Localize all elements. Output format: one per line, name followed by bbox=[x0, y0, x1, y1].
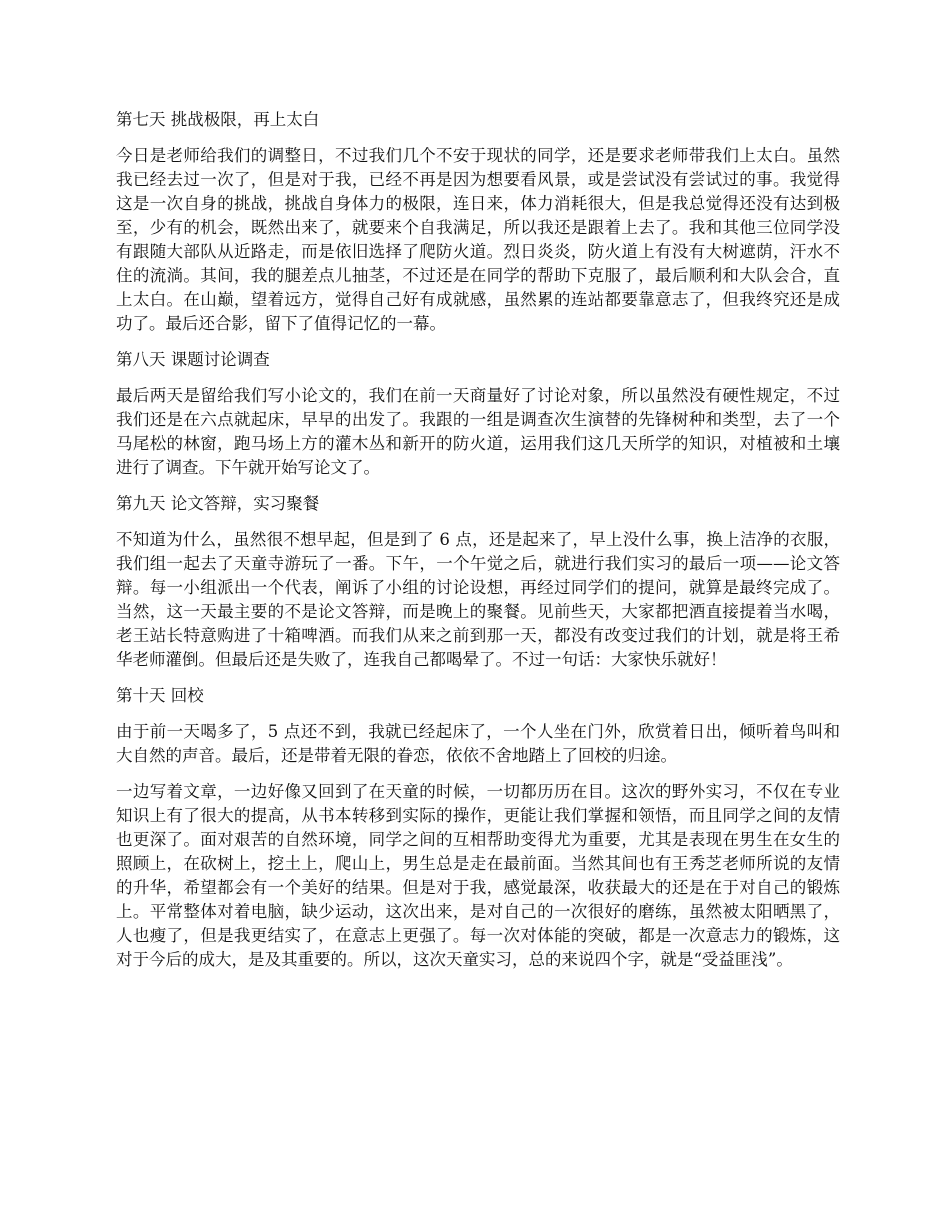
conclusion-paragraph: 一边写着文章，一边好像又回到了在天童的时候，一切都历历在目。这次的野外实习，不仅在专业知识上有了很大的提高，从书本转移到实际的操作，更能让我们掌握和领悟，而且同学之间的友情也更深了。面对艰苦的自然环境，同学之间的互相帮助变得尤为重要，尤其是表现在男生在女生的照顾上，在砍树上，挖土上，爬山上，男生总是走在最前面。当然其间也有王秀芝老师所说的友情的升华，希望都会有一个美好的结果。但是对于我，感觉最深，收获最大的还是在于对自己的锻炼上。平常整体对着电脑，缺少运动，这次出来，是对自己的一次很好的磨练，虽然被太阳晒黑了，人也瘦了，但是我更结实了，在意志上更强了。每一次对体能的突破，都是一次意志力的锻炼，这对于今后的成大，是及其重要的。所以，这次天童实习，总的来说四个字，就是“受益匪浅”。 bbox=[116, 782, 840, 969]
document-body bbox=[116, 108, 840, 984]
section-heading: 第七天 挑战极限，再上太白 bbox=[116, 110, 320, 129]
section-paragraph: 由于前一天喝多了，5 点还不到，我就已经起床了，一个人坐在门外，欣赏着日出，倾听着鸟叫和大自然的声音。最后，还是带着无限的眷恋，依依不舍地踏上了回校的归途。 bbox=[116, 722, 840, 765]
section-heading: 第十天 回校 bbox=[116, 686, 204, 705]
section-heading: 第八天 课题讨论调查 bbox=[116, 350, 270, 369]
section-paragraph: 今日是老师给我们的调整日，不过我们几个不安于现状的同学，还是要求老师带我们上太白。虽然我已经去过一次了，但是对于我，已经不再是因为想要看风景，或是尝试没有尝试过的事。我觉得这是一次自身的挑战，挑战自身体力的极限，连日来，体力消耗很大，但是我总觉得还没有达到极至，少有的机会，既然出来了，就要来个自我满足，所以我还是跟着上去了。我和其他三位同学没有跟随大部队从近路走，而是依旧选择了爬防火道。烈日炎炎，防火道上有没有大树遮荫，汗水不住的流淌。其间，我的腿差点儿抽茎，不过还是在同学的帮助下克服了，最后顺利和大队会合，直上太白。在山巅，望着远方，觉得自己好有成就感，虽然累的连站都要靠意志了，但我终究还是成功了。最后还合影，留下了值得记忆的一幕。 bbox=[116, 146, 840, 333]
section-day-8 bbox=[116, 348, 840, 480]
section-paragraph: 最后两天是留给我们写小论文的，我们在前一天商量好了讨论对象，所以虽然没有硬性规定，不过我们还是在六点就起床，早早的出发了。我跟的一组是调查次生演替的先锋树种和类型，去了一个马尾松的林窗，跑马场上方的灌木丛和新开的防火道，运用我们这几天所学的知识，对植被和土壤进行了调查。下午就开始写论文了。 bbox=[116, 386, 840, 477]
section-paragraph: 不知道为什么，虽然很不想早起，但是到了 6 点，还是起来了，早上没什么事，换上洁净的衣服，我们组一起去了天童寺游玩了一番。下午，一个午觉之后，就进行我们实习的最后一项——论文答辩。每一小组派出一个代表，阐诉了小组的讨论设想，再经过同学们的提问，就算是最终完成了。当然，这一天最主要的不是论文答辩，而是晚上的聚餐。见前些天，大家都把酒直接提着当水喝，老王站长特意购进了十箱啤酒。而我们从来之前到那一天，都没有改变过我们的计划，就是将王希华老师灌倒。但最后还是失败了，连我自己都喝晕了。不过一句话：大家快乐就好！ bbox=[116, 530, 840, 669]
section-day-10 bbox=[116, 684, 840, 972]
section-day-9 bbox=[116, 492, 840, 672]
section-heading: 第九天 论文答辩，实习聚餐 bbox=[116, 494, 320, 513]
section-day-7 bbox=[116, 108, 840, 336]
